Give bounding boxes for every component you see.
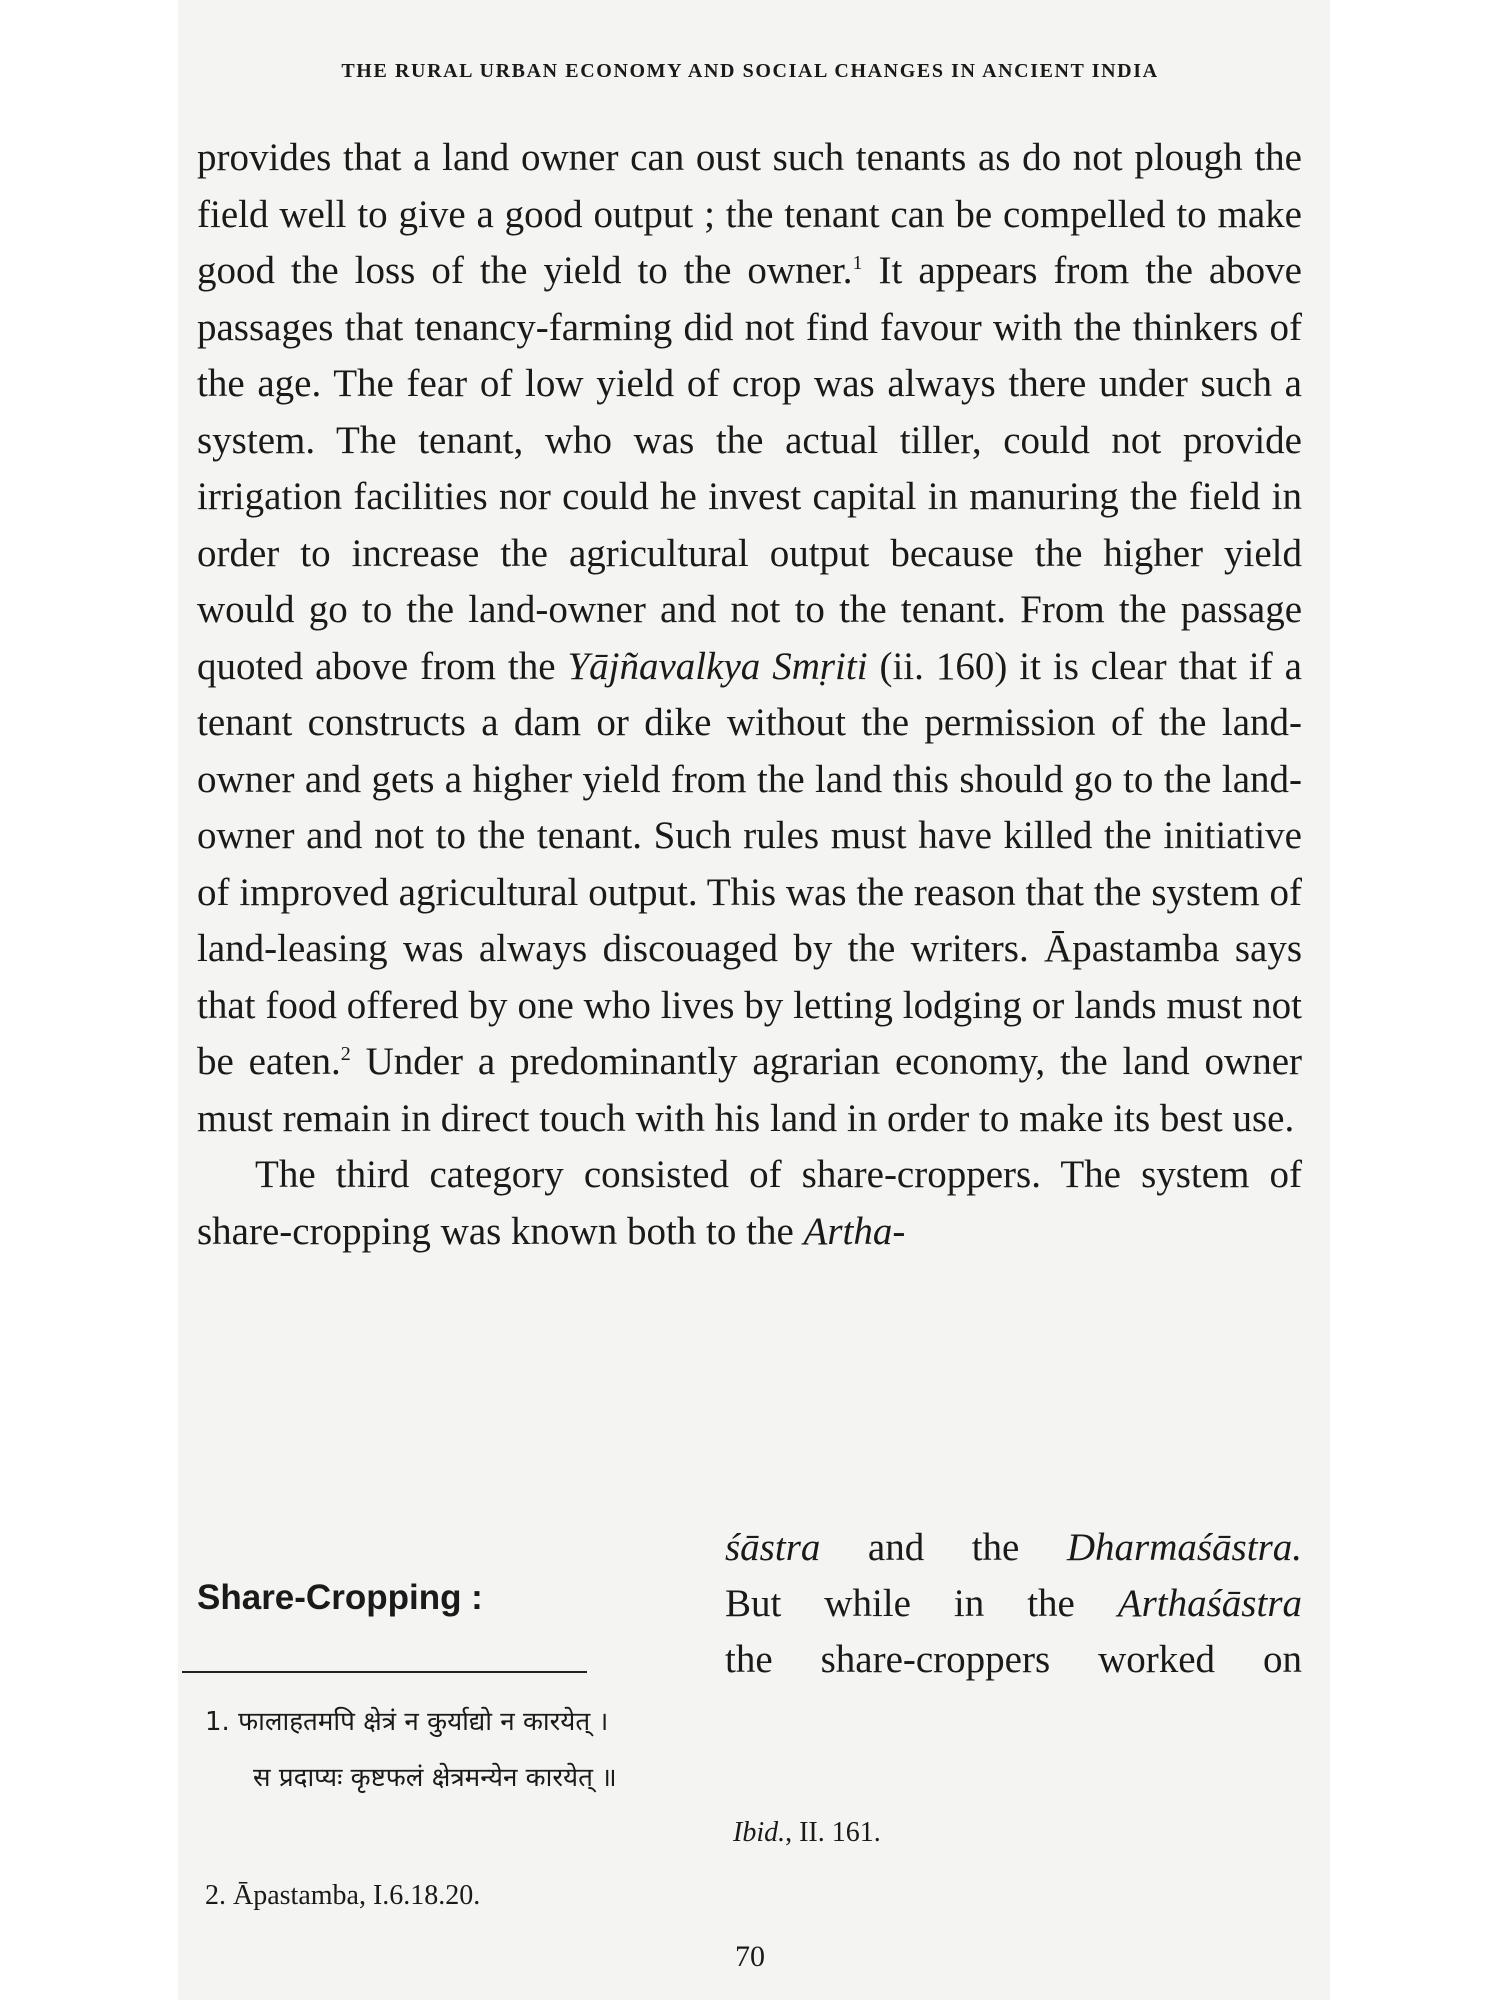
paragraph-share-croppers: The third category consisted of share-croppers. The system of share-cropping was known both to the Artha-	[197, 1153, 1302, 1253]
footnote-1-reference: Ibid., II. 161.	[733, 1817, 881, 1848]
main-text	[197, 130, 1302, 1260]
yajnavalkya-title: Yājñavalkya Smṛiti	[567, 644, 868, 688]
paragraph-tenancy: provides that a land owner can oust such tenants as do not plough the field well to give a good output ; the tenant can be compelled to make good the loss of the yield to the owner.$^1$ It appears from the above passages that tenancy-farming did not find favour with the thinkers of the age. The fear of low yield of crop was always there under such a system. The tenant, who was the actual tiller, could not provide irrigation facilities nor could he invest capital in manuring the field in order to increase the agricultural output because the higher yield would go to the land-owner and not to the tenant. From the passage quoted above from the Yājñavalkya Smṛiti (ii. 160) it is clear that if a tenant constructs a dam or dike without the permission of the land-owner and gets a higher yield from the land this should go to the land-owner and not to the tenant. Such rules must have killed the initiative of improved agricultural output. This was the reason that the system of land-leasing was always discouaged by the writers. Āpastamba says that food offered by one who lives by letting lodging or lands must not be eaten.$^2$ Under a predominantly agrarian economy, the land owner must remain in direct touch with his land in order to make its best use.	[197, 136, 1303, 1140]
footnote-ref-1: 1	[852, 252, 863, 274]
footnote-divider	[182, 1671, 587, 1673]
footnote-1-sanskrit-line-1: 1. फालाहतमपि क्षेत्रं न कुर्याद्यो न कारयेत् ।	[205, 1707, 609, 1737]
footnote-1-sanskrit-line-2: स प्रदाप्यः कृष्टफलं क्षेत्रमन्येन कारयेत् ॥	[253, 1763, 617, 1793]
side-heading: Share-Cropping :	[197, 1578, 483, 1617]
footnote-ref-2: 2	[340, 1043, 351, 1065]
footnote-2: 2. Āpastamba, I.6.18.20.	[205, 1880, 481, 1911]
side-heading-block	[197, 1520, 1302, 1681]
right-column-text: śāstra and the Dharmaśāstra. But while in the Arthaśāstra the share-croppers worked on	[725, 1526, 1302, 1681]
page-number: 70	[735, 1940, 765, 1973]
running-header: THE RURAL URBAN ECONOMY AND SOCIAL CHANGES IN ANCIENT INDIA	[341, 60, 1159, 82]
